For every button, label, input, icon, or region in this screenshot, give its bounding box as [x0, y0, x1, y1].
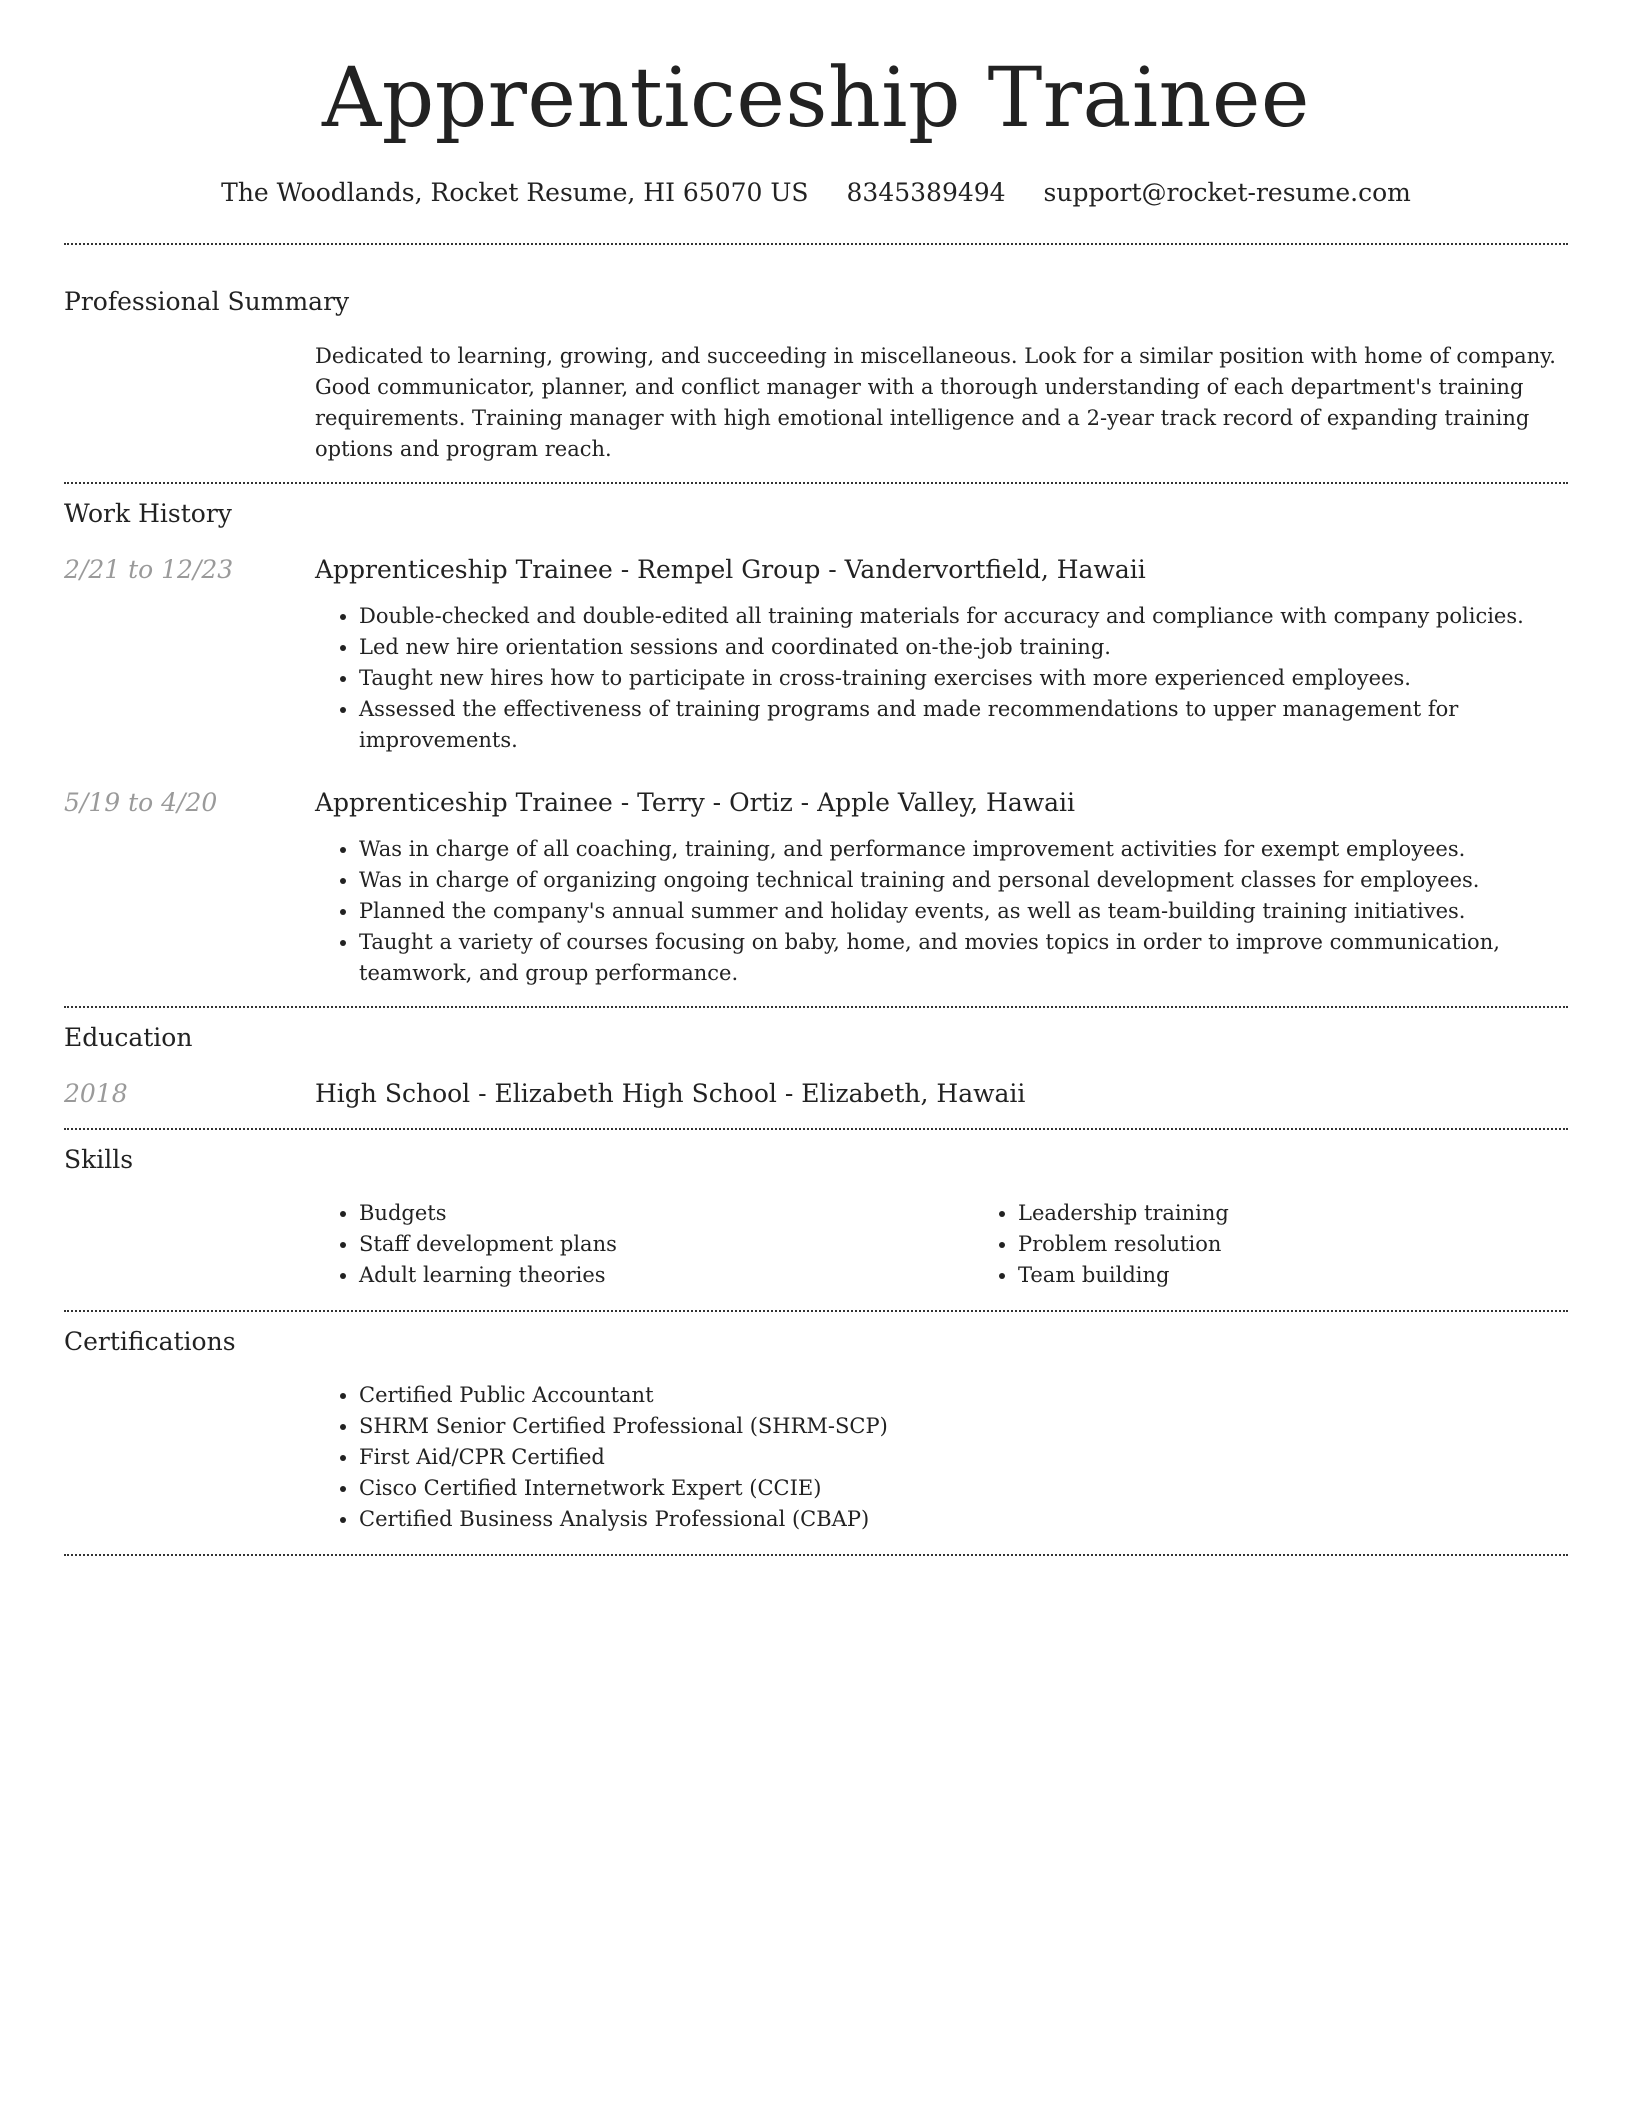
contact-email[interactable]: support@rocket-resume.com [1043, 178, 1411, 207]
divider [64, 243, 1568, 245]
job-heading: Apprenticeship Trainee - Terry - Ortiz - Apple Valley, Hawaii [315, 788, 1076, 817]
skills-section [64, 1145, 1568, 1291]
list-item: • Assessed the effectiveness of training programs and made recommendations to upper management for improvements. [359, 694, 1568, 756]
section-title-summary: Professional Summary [64, 287, 350, 316]
education-heading: High School - Elizabeth High School - Elizabeth, Hawaii [315, 1079, 1026, 1108]
list-item: • Certified Business Analysis Professional (CBAP) [359, 1504, 1568, 1535]
contact-line [64, 178, 1568, 207]
list-item: • Led new hire orientation sessions and coordinated on-the-job training. [359, 632, 1568, 663]
list-item: • Was in charge of organizing ongoing technical training and personal development classes for employees. [359, 865, 1568, 896]
education-year: 2018 [64, 1079, 128, 1108]
certifications-list [315, 1380, 1568, 1535]
job-heading: Apprenticeship Trainee - Rempel Group - Vandervortfield, Hawaii [315, 555, 1146, 584]
candidate-name: Apprenticeship Trainee [322, 51, 1310, 146]
list-item: • Was in charge of all coaching, training, and performance improvement activities for exempt employees. [359, 834, 1568, 865]
divider [64, 1310, 1568, 1312]
list-item: • Problem resolution [1018, 1229, 1632, 1260]
list-item: • Budgets [359, 1198, 974, 1229]
list-item: • Staff development plans [359, 1229, 974, 1260]
list-item: • Double-checked and double-edited all training materials for accuracy and compliance with company policies. [359, 601, 1568, 632]
list-item: • SHRM Senior Certified Professional (SHRM-SCP) [359, 1411, 1568, 1442]
divider [64, 1554, 1568, 1556]
skills-column-left [315, 1198, 974, 1291]
skills-list [315, 1198, 1632, 1291]
contact-address: The Woodlands, Rocket Resume, HI 65070 US [221, 178, 809, 207]
summary-section [64, 287, 1568, 465]
skills-column-right [974, 1198, 1632, 1291]
section-title-education: Education [64, 1023, 193, 1052]
contact-phone: 8345389494 [846, 178, 1006, 207]
job-bullets [315, 601, 1568, 756]
work-history-section [64, 499, 1568, 989]
list-item: • Leadership training [1018, 1198, 1632, 1229]
list-item: • First Aid/CPR Certified [359, 1442, 1568, 1473]
summary-text: Dedicated to learning, growing, and succeeding in miscellaneous. Look for a similar position with home of company. Good communicator, planner, and conflict manager with a thorough understanding of each department's training requirements. Training manager with high emotional intelligence and a 2-year track record of expanding training options and program reach. [315, 344, 1556, 461]
job-entry [64, 788, 1568, 989]
education-section [64, 1023, 1568, 1108]
list-item: • Taught a variety of courses focusing on baby, home, and movies topics in order to improve communication, teamwork, and group performance. [359, 927, 1568, 989]
divider [64, 482, 1568, 484]
list-item: • Team building [1018, 1260, 1632, 1291]
certifications-section [64, 1327, 1568, 1535]
section-title-skills: Skills [64, 1145, 134, 1174]
list-item: • Cisco Certified Internetwork Expert (CCIE) [359, 1473, 1568, 1504]
list-item: • Certified Public Accountant [359, 1380, 1568, 1411]
job-bullets [315, 834, 1568, 989]
education-entry [64, 1079, 1568, 1108]
list-item: • Taught new hires how to participate in cross-training exercises with more experienced employees. [359, 663, 1568, 694]
job-dates: 2/21 to 12/23 [64, 555, 234, 584]
section-title-work-history: Work History [64, 499, 232, 528]
job-dates: 5/19 to 4/20 [64, 788, 218, 817]
divider [64, 1128, 1568, 1130]
list-item: • Adult learning theories [359, 1260, 974, 1291]
divider [64, 1006, 1568, 1008]
section-title-certifications: Certifications [64, 1327, 236, 1356]
list-item: • Planned the company's annual summer and holiday events, as well as team-building training initiatives. [359, 896, 1568, 927]
job-entry [64, 555, 1568, 756]
